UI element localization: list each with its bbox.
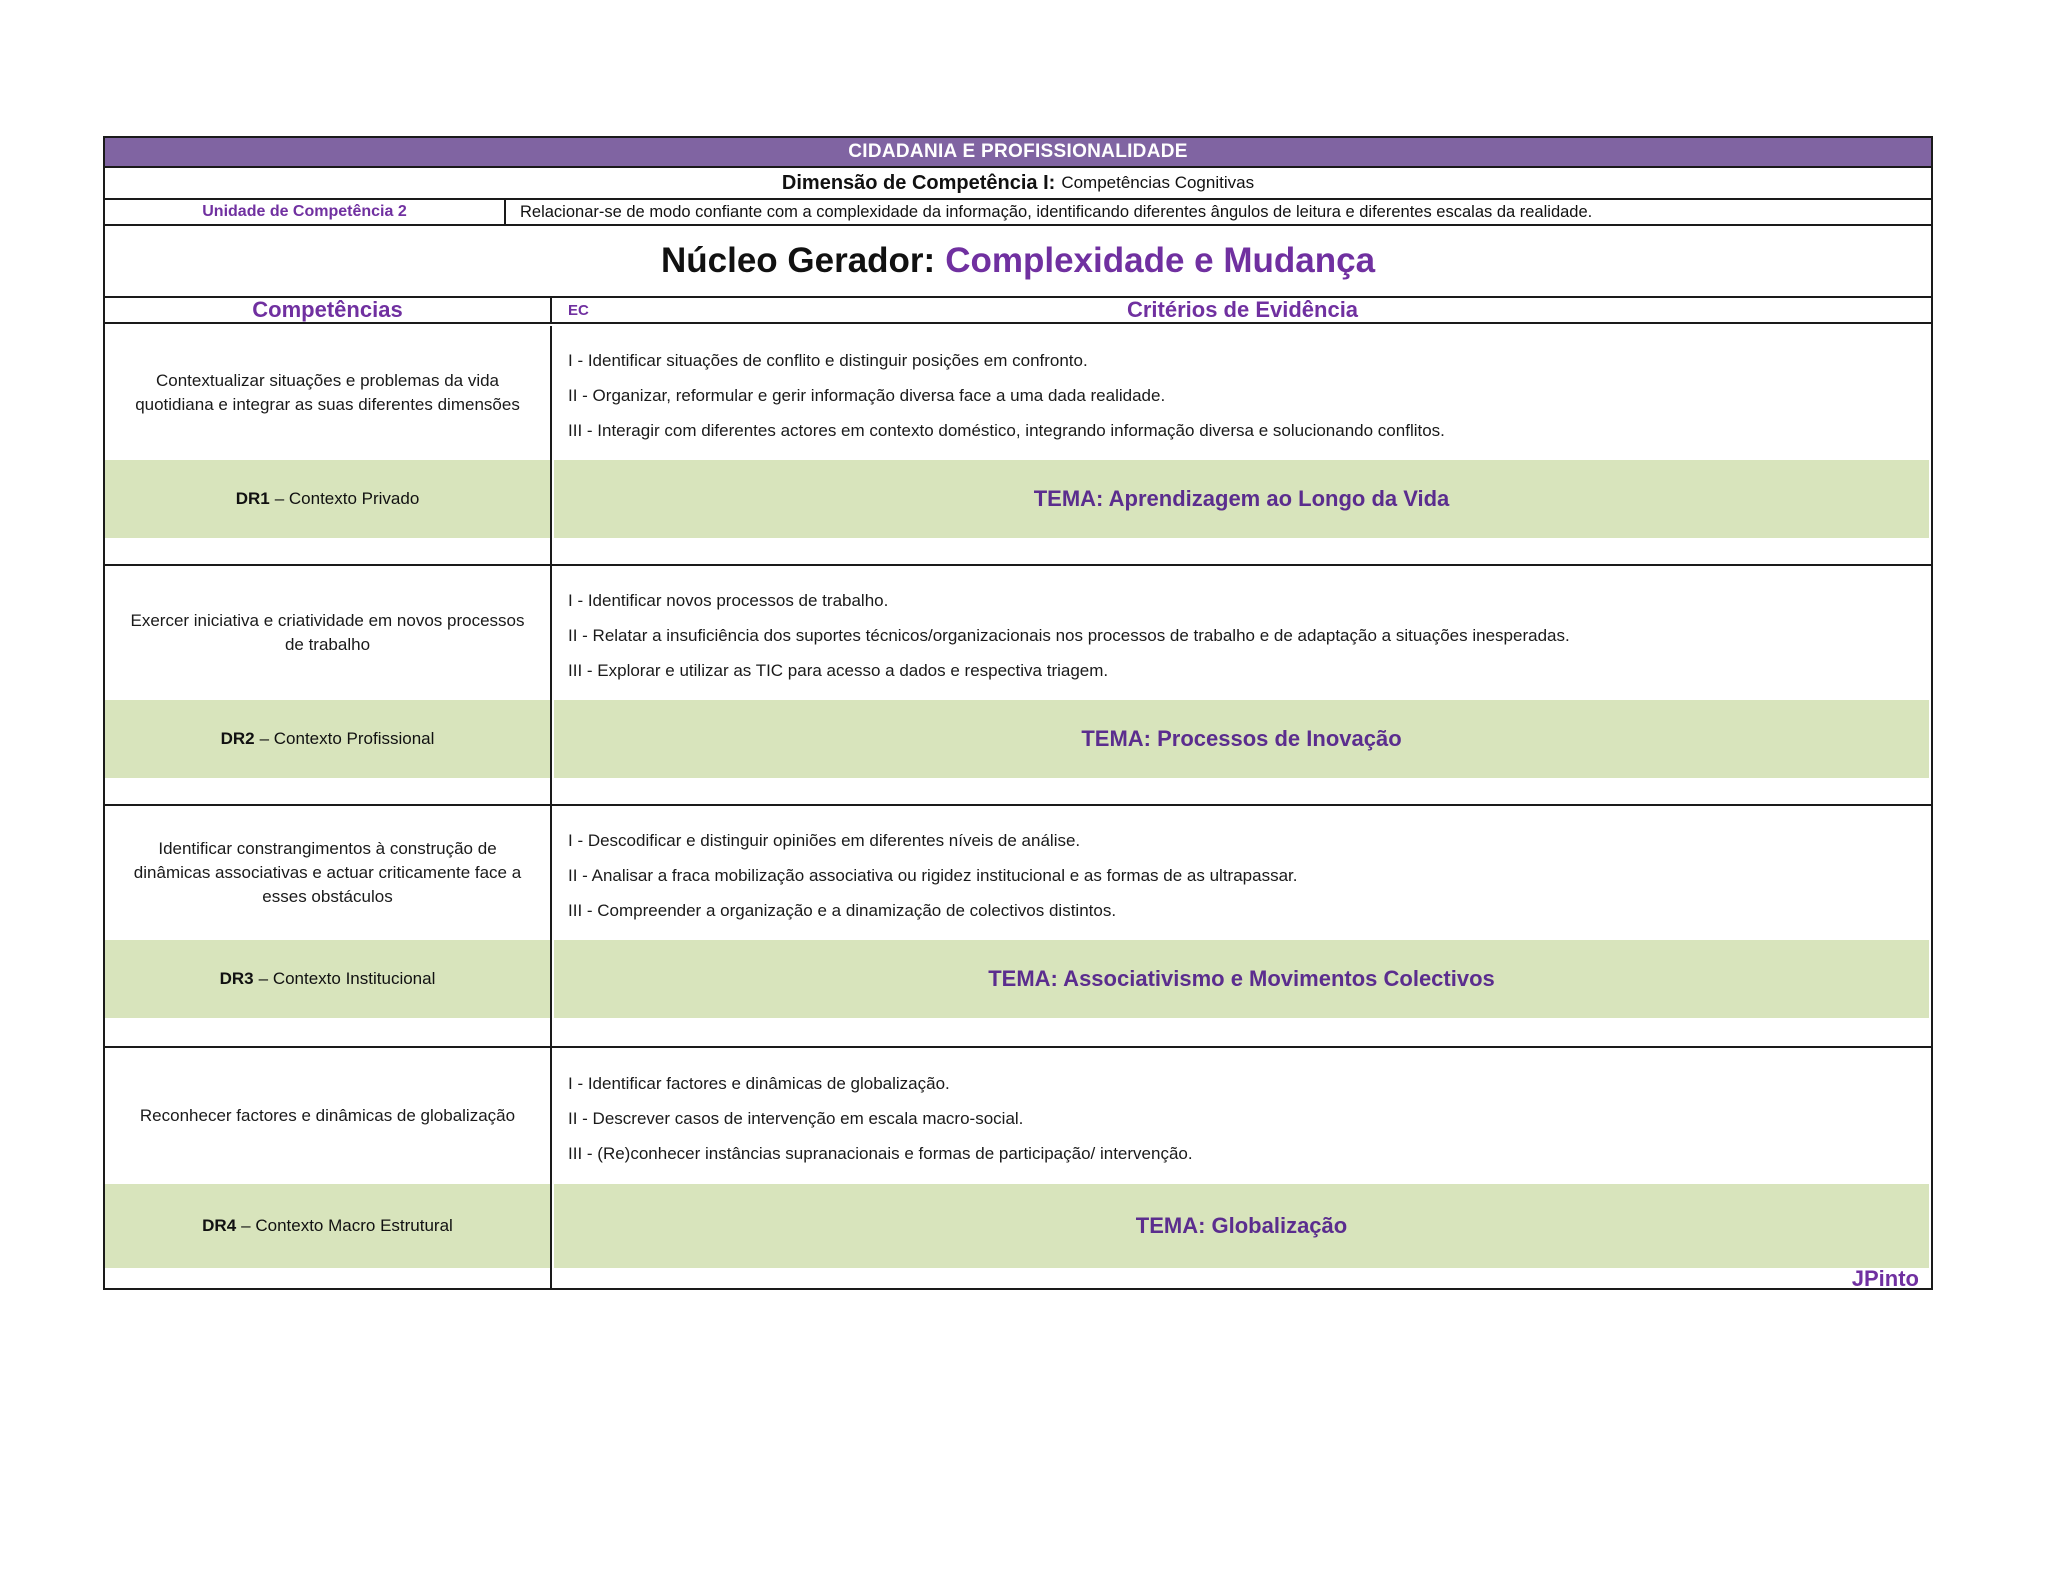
unit-row	[105, 200, 1931, 226]
dr-text: – Contexto Macro Estrutural	[241, 1216, 453, 1235]
criterio-item: II - Organizar, reformular e gerir informação diversa face a uma dada realidade.	[568, 386, 1166, 405]
unit-description: Relacionar-se de modo confiante com a complexidade da informação, identificando diferentes ângulos de leitura e diferentes escalas da realidade.	[520, 202, 1593, 221]
spacer-cell	[105, 778, 552, 804]
criterios-list	[554, 343, 1931, 448]
criterio-item: III - Interagir com diferentes actores em contexto doméstico, integrando informação diversa e solucionando conflitos.	[568, 421, 1445, 440]
dr-code: DR1	[235, 489, 270, 508]
competencia-text: Identificar constrangimentos à construção de dinâmicas associativas e actuar criticamente face a esses obstáculos	[105, 806, 552, 940]
dr-text: – Contexto Profissional	[259, 729, 435, 748]
criterio-item: III - Compreender a organização e a dinamização de colectivos distintos.	[568, 901, 1117, 920]
tema-label: TEMA: Aprendizagem ao Longo da Vida	[554, 460, 1929, 538]
dr-cell	[105, 700, 552, 778]
header-competencias: Competências	[105, 298, 552, 322]
criterios-list	[554, 583, 1931, 688]
spacer-cell	[105, 1018, 552, 1046]
dr-code: DR4	[202, 1216, 237, 1235]
criterio-item: II - Analisar a fraca mobilização associativa ou rigidez institucional e as formas de as ultrapassar.	[568, 866, 1298, 885]
criterio-item: I - Descodificar e distinguir opiniões em diferentes níveis de análise.	[568, 831, 1081, 850]
unit-label: Unidade de Competência 2	[105, 200, 506, 224]
tema-label: TEMA: Associativismo e Movimentos Colectivos	[554, 940, 1929, 1018]
competency-block-4	[105, 1048, 1931, 1290]
tema-label: TEMA: Globalização	[554, 1184, 1929, 1268]
spacer-cell	[105, 1268, 552, 1290]
competency-block-2	[105, 566, 1931, 806]
competency-block-1	[105, 326, 1931, 566]
criterio-item: I - Identificar situações de conflito e distinguir posições em confronto.	[568, 351, 1088, 370]
nucleo-gerador-heading	[105, 226, 1931, 298]
criterio-item: II - Relatar a insuficiência dos suportes técnicos/organizacionais nos processos de trabalho e de adaptação a situações inesperadas.	[568, 626, 1570, 645]
criterio-item: II - Descrever casos de intervenção em escala macro-social.	[568, 1109, 1024, 1128]
criterio-item: III - Explorar e utilizar as TIC para acesso a dados e respectiva triagem.	[568, 661, 1109, 680]
criterio-item: I - Identificar novos processos de trabalho.	[568, 591, 889, 610]
dr-cell	[105, 460, 552, 538]
dr-cell	[105, 940, 552, 1018]
tema-label: TEMA: Processos de Inovação	[554, 700, 1929, 778]
dr-text: – Contexto Privado	[274, 489, 420, 508]
criterio-item: III - (Re)conhecer instâncias supranacionais e formas de participação/ intervenção.	[568, 1144, 1193, 1163]
competencia-text: Exercer iniciativa e criatividade em novos processos de trabalho	[105, 566, 552, 700]
competencia-text: Contextualizar situações e problemas da vida quotidiana e integrar as suas diferentes dimensões	[105, 326, 552, 460]
competency-table	[103, 136, 1933, 1290]
dimension-label: Dimensão de Competência I:	[781, 171, 1056, 194]
spacer-cell	[105, 538, 552, 564]
criterio-item: I - Identificar factores e dinâmicas de globalização.	[568, 1074, 950, 1093]
criterios-list	[554, 823, 1931, 928]
criterios-list	[554, 1066, 1931, 1171]
dr-cell	[105, 1184, 552, 1268]
header-ec: EC	[568, 301, 589, 319]
dr-text: – Contexto Institucional	[258, 969, 436, 988]
column-headers	[105, 298, 1931, 324]
signature: JPinto	[1851, 1266, 1919, 1291]
table-title: CIDADANIA E PROFISSIONALIDADE	[105, 138, 1931, 168]
nucleo-value: Complexidade e Mudança	[945, 241, 1376, 280]
dimension-row	[105, 168, 1931, 200]
competencia-text: Reconhecer factores e dinâmicas de globalização	[105, 1048, 552, 1184]
dimension-value: Competências Cognitivas	[1061, 173, 1255, 192]
dr-code: DR2	[220, 729, 255, 748]
nucleo-prefix: Núcleo Gerador:	[660, 241, 936, 280]
competency-block-3	[105, 806, 1931, 1048]
header-criterios: Critérios de Evidência	[1126, 297, 1359, 322]
dr-code: DR3	[219, 969, 254, 988]
